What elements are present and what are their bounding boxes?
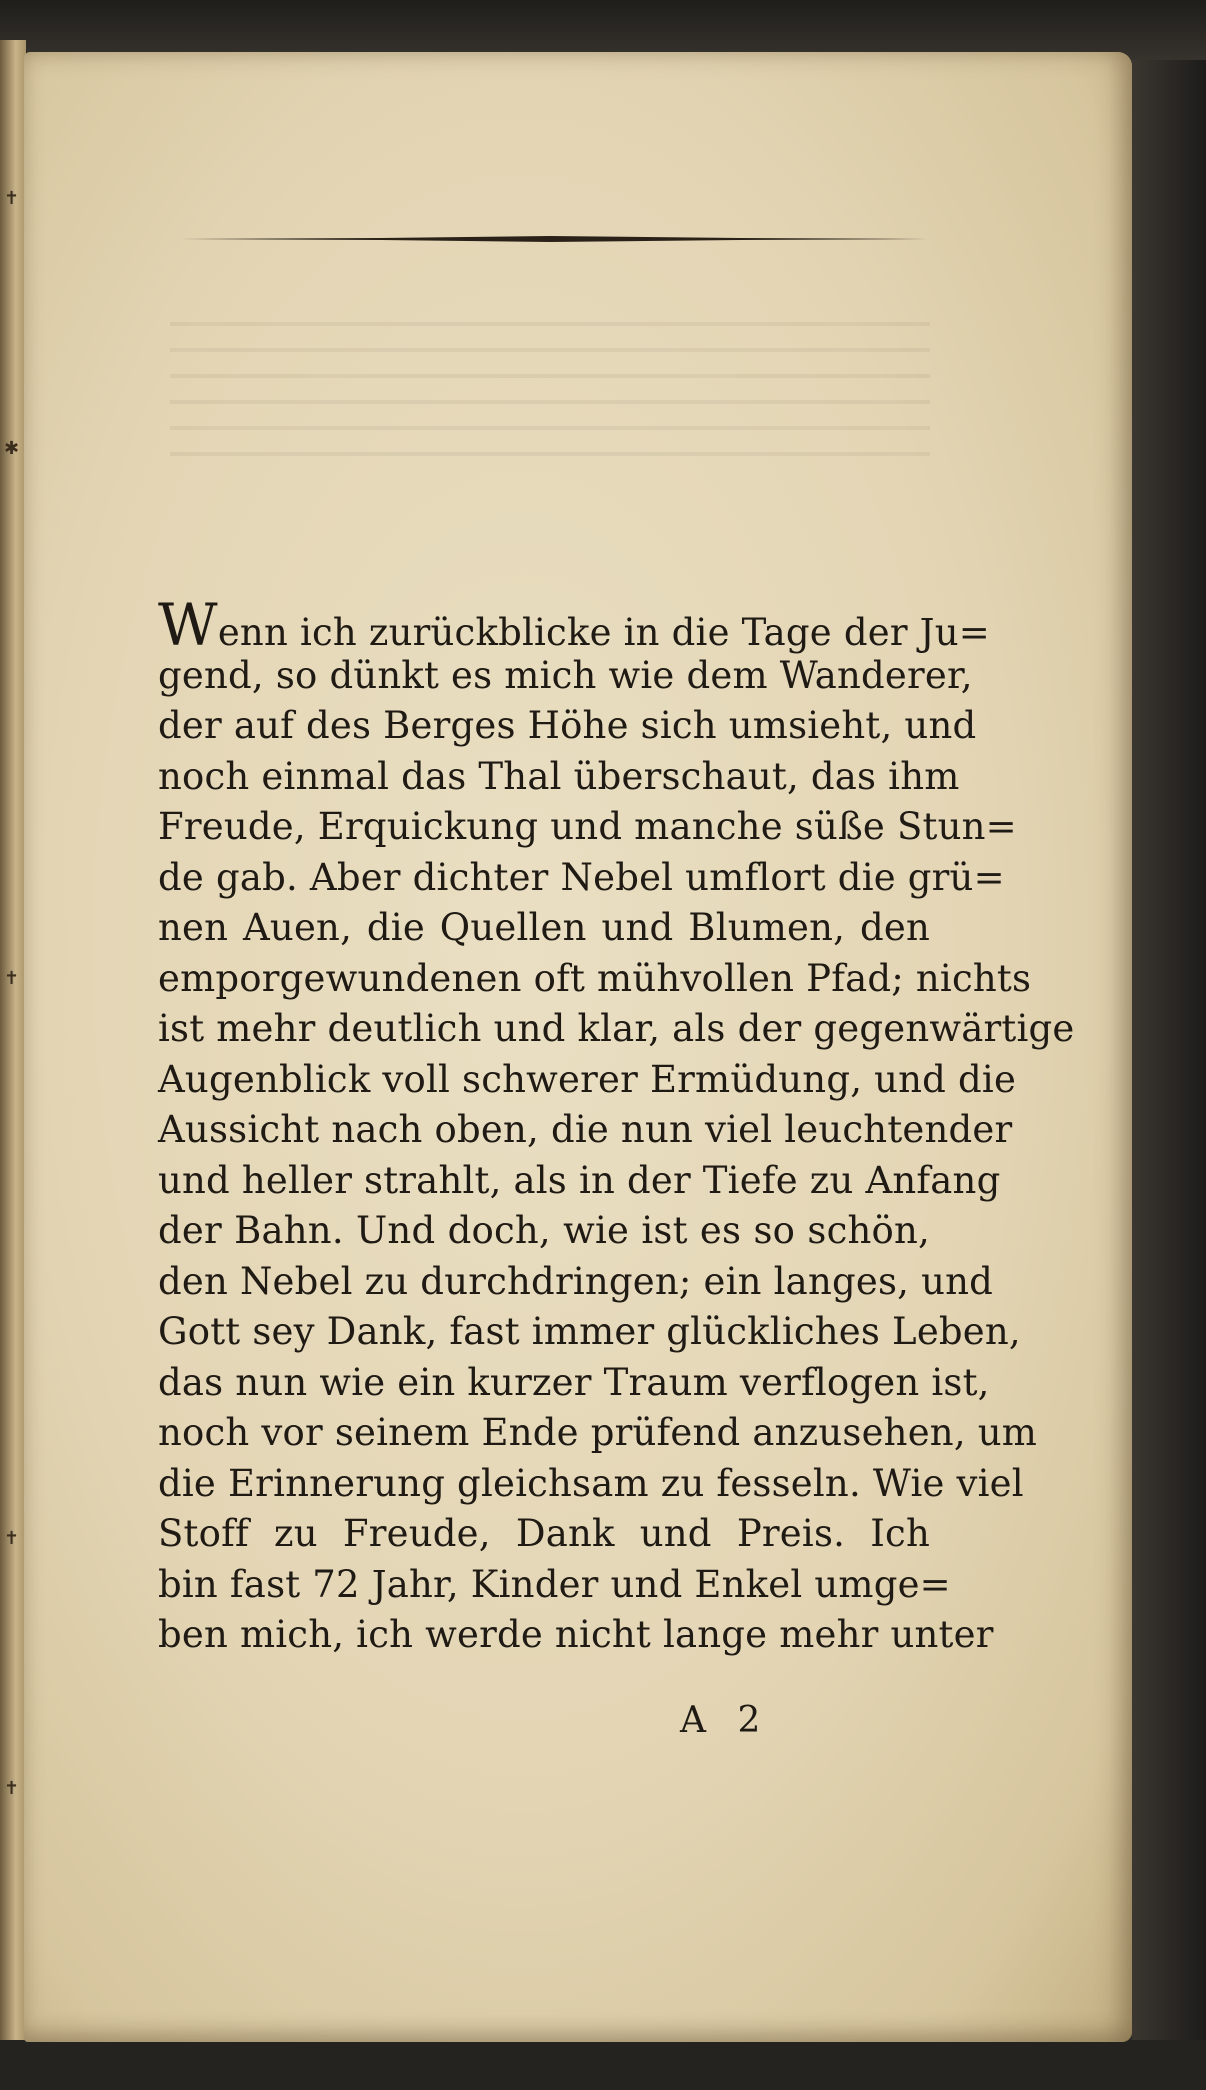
text-line: das nun wie ein kurzer Traum verflogen ist, bbox=[158, 1360, 990, 1404]
binding-gutter bbox=[0, 40, 26, 2040]
text-line: noch einmal das Thal überschaut, das ihm bbox=[158, 754, 960, 798]
text-line: nen Auen, die Quellen und Blumen, den bbox=[158, 906, 930, 949]
text-line: Aussicht nach oben, die nun viel leuchtender bbox=[158, 1108, 1013, 1151]
book-right-edge bbox=[1132, 60, 1206, 2050]
text-line: bin fast 72 Jahr, Kinder und Enkel umge= bbox=[158, 1562, 951, 1606]
text-line: Wenn ich zurückblicke in die Tage der Ju= bbox=[158, 591, 990, 659]
margin-thread-mark: ✱ bbox=[4, 438, 20, 459]
text-line: ist mehr deutlich und klar, als der gegenwärtige bbox=[158, 1007, 1075, 1050]
margin-thread-mark: ✝ bbox=[4, 188, 20, 209]
header-rule bbox=[180, 236, 928, 242]
margin-thread-mark: ✝ bbox=[4, 1778, 20, 1799]
margin-thread-mark: ✝ bbox=[4, 968, 20, 989]
body-text bbox=[158, 591, 1075, 1661]
text-line: Freude, Erquickung und manche süße Stun= bbox=[158, 805, 1017, 848]
show-through-text bbox=[170, 300, 930, 580]
book-bottom-edge bbox=[0, 2040, 1206, 2090]
text-line: Gott sey Dank, fast immer glückliches Leben, bbox=[158, 1310, 1021, 1353]
text-line: Augenblick voll schwerer Ermüdung, und die bbox=[158, 1057, 1017, 1101]
text-line: die Erinnerung gleichsam zu fesseln. Wie viel bbox=[158, 1461, 1024, 1505]
text-line: emporgewundenen oft mühvollen Pfad; nichts bbox=[158, 956, 1032, 1000]
margin-thread-mark: ✝ bbox=[4, 1528, 20, 1549]
text-line: der Bahn. Und doch, wie ist es so schön, bbox=[158, 1209, 930, 1252]
text-line: Stoff zu Freude, Dank und Preis. Ich bbox=[158, 1512, 930, 1555]
text-line: gend, so dünkt es mich wie dem Wanderer, bbox=[158, 653, 973, 697]
text-line: den Nebel zu durchdringen; ein langes, und bbox=[158, 1259, 994, 1303]
text-line: und heller strahlt, als in der Tiefe zu Anfang bbox=[158, 1158, 1001, 1202]
signature-mark: A 2 bbox=[680, 1700, 771, 1741]
text-line: noch vor seinem Ende prüfend anzusehen, um bbox=[158, 1411, 1038, 1454]
text-line: der auf des Berges Höhe sich umsieht, und bbox=[158, 704, 977, 747]
text-line: ben mich, ich werde nicht lange mehr unter bbox=[158, 1613, 994, 1656]
text-line: de gab. Aber dichter Nebel umflort die grü= bbox=[158, 855, 1005, 899]
